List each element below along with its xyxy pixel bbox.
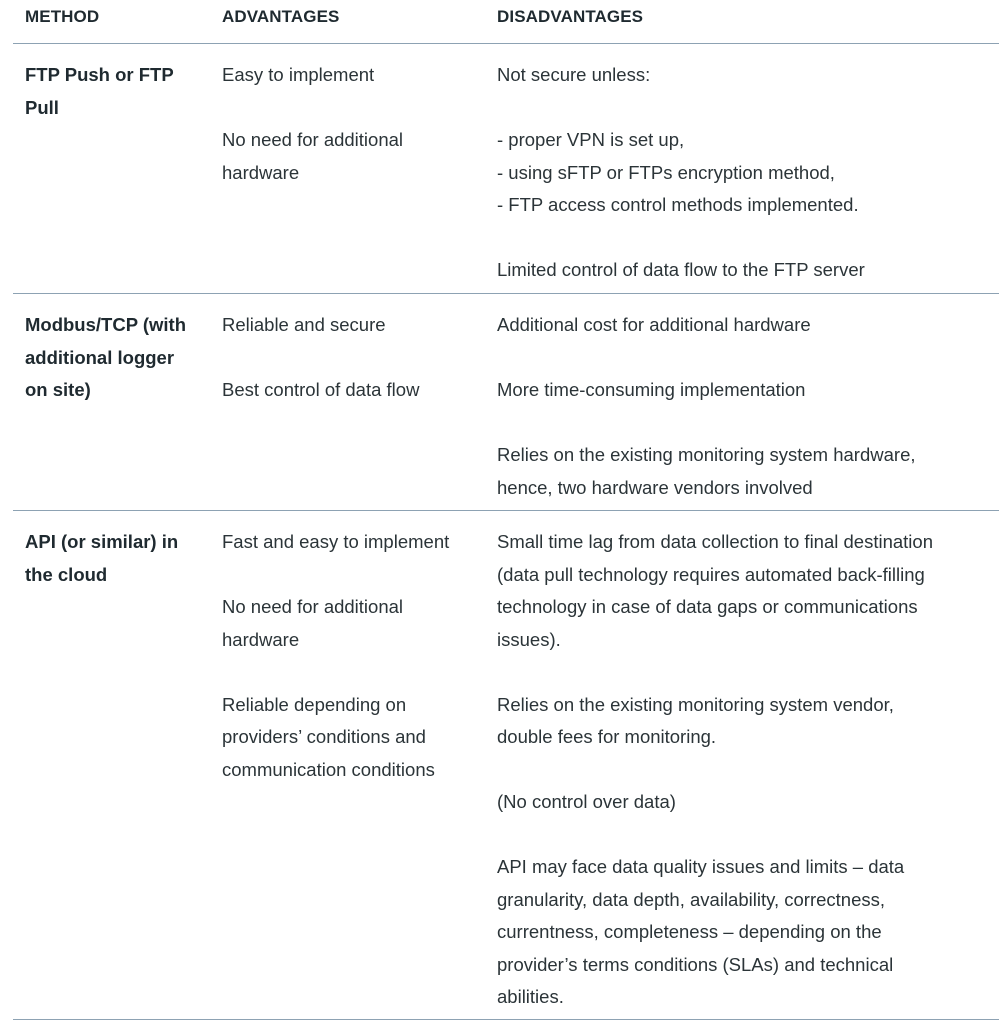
advantage-text: Reliable and secure	[222, 314, 386, 335]
advantage-item	[222, 526, 484, 559]
disadvantage-item	[497, 254, 997, 287]
advantages-cell	[222, 309, 484, 407]
disadvantage-text: hence, two hardware vendors involved	[497, 476, 813, 498]
disadvantage-text: currentness, completeness – depending on the	[497, 921, 882, 942]
disadvantage-text: API may face data quality issues and limits – data	[497, 856, 905, 877]
method-text: Modbus/TCP (with	[25, 314, 186, 335]
header-advantages: ADVANTAGES	[222, 7, 340, 26]
disadvantage-text: Relies on the existing monitoring system hardware,	[497, 444, 916, 465]
advantage-text: hardware	[222, 628, 300, 650]
table-row-api	[13, 511, 999, 1020]
comparison-table	[13, 0, 999, 1020]
disadvantage-text: (data pull technology requires automated back-filling	[497, 563, 925, 585]
disadvantage-text: double fees for monitoring.	[497, 726, 717, 747]
method-cell	[25, 526, 205, 591]
advantage-text: Easy to implement	[222, 64, 375, 85]
disadvantage-text: abilities.	[497, 986, 564, 1007]
advantage-text: hardware	[222, 161, 300, 183]
disadvantage-text: - proper VPN is set up,	[497, 129, 685, 150]
disadvantage-item	[497, 439, 997, 504]
disadvantage-text: Relies on the existing monitoring system vendor,	[497, 693, 894, 715]
disadvantages-cell	[497, 309, 997, 504]
advantage-item	[222, 374, 484, 407]
advantage-text: communication conditions	[222, 758, 435, 780]
advantage-text: No need for additional	[222, 129, 404, 150]
disadvantage-text: provider’s terms conditions (SLAs) and technical	[497, 953, 894, 975]
method-text: FTP Push or FTP	[25, 64, 174, 85]
disadvantages-cell	[497, 526, 997, 1014]
advantage-item	[222, 309, 484, 342]
disadvantage-text: Additional cost for additional hardware	[497, 314, 811, 335]
advantage-item	[222, 124, 484, 189]
advantage-text: providers’ conditions and	[222, 726, 426, 747]
method-text: additional logger	[25, 346, 175, 368]
disadvantage-text: Limited control of data flow to the FTP server	[497, 259, 865, 280]
disadvantage-text: Small time lag from data collection to final destination	[497, 531, 933, 552]
disadvantage-text: - FTP access control methods implemented.	[497, 194, 859, 215]
header-disadvantages: DISADVANTAGES	[497, 7, 644, 26]
disadvantage-item	[497, 124, 997, 222]
disadvantage-item	[497, 786, 997, 819]
disadvantage-text: (No control over data)	[497, 791, 676, 812]
disadvantage-item	[497, 309, 997, 342]
disadvantages-cell	[497, 59, 997, 287]
advantage-text: Fast and easy to implement	[222, 531, 450, 552]
disadvantage-text: issues).	[497, 628, 561, 650]
method-cell	[25, 59, 205, 124]
method-cell	[25, 309, 205, 407]
disadvantage-item	[497, 526, 997, 656]
table-header	[13, 0, 999, 44]
disadvantage-item	[497, 374, 997, 407]
disadvantage-text: Not secure unless:	[497, 64, 651, 85]
disadvantage-item	[497, 851, 997, 1014]
advantages-cell	[222, 526, 484, 786]
advantage-item	[222, 59, 484, 92]
table-row-modbus	[13, 294, 999, 511]
disadvantage-text: granularity, data depth, availability, correctness,	[497, 888, 886, 910]
method-text: the cloud	[25, 563, 108, 585]
advantage-text: No need for additional	[222, 596, 404, 617]
header-method: METHOD	[25, 7, 100, 26]
disadvantage-text: More time-consuming implementation	[497, 379, 806, 400]
advantage-item	[222, 689, 484, 787]
method-text: Pull	[25, 96, 59, 118]
advantage-text: Best control of data flow	[222, 379, 420, 400]
disadvantage-item	[497, 689, 997, 754]
disadvantage-text: - using sFTP or FTPs encryption method,	[497, 161, 835, 183]
advantage-text: Reliable depending on	[222, 693, 407, 715]
method-text: on site)	[25, 379, 91, 400]
table-row-ftp	[13, 44, 999, 294]
disadvantage-text: technology in case of data gaps or communications	[497, 596, 918, 617]
advantage-item	[222, 591, 484, 656]
method-text: API (or similar) in	[25, 531, 179, 552]
disadvantage-item	[497, 59, 997, 92]
advantages-cell	[222, 59, 484, 189]
